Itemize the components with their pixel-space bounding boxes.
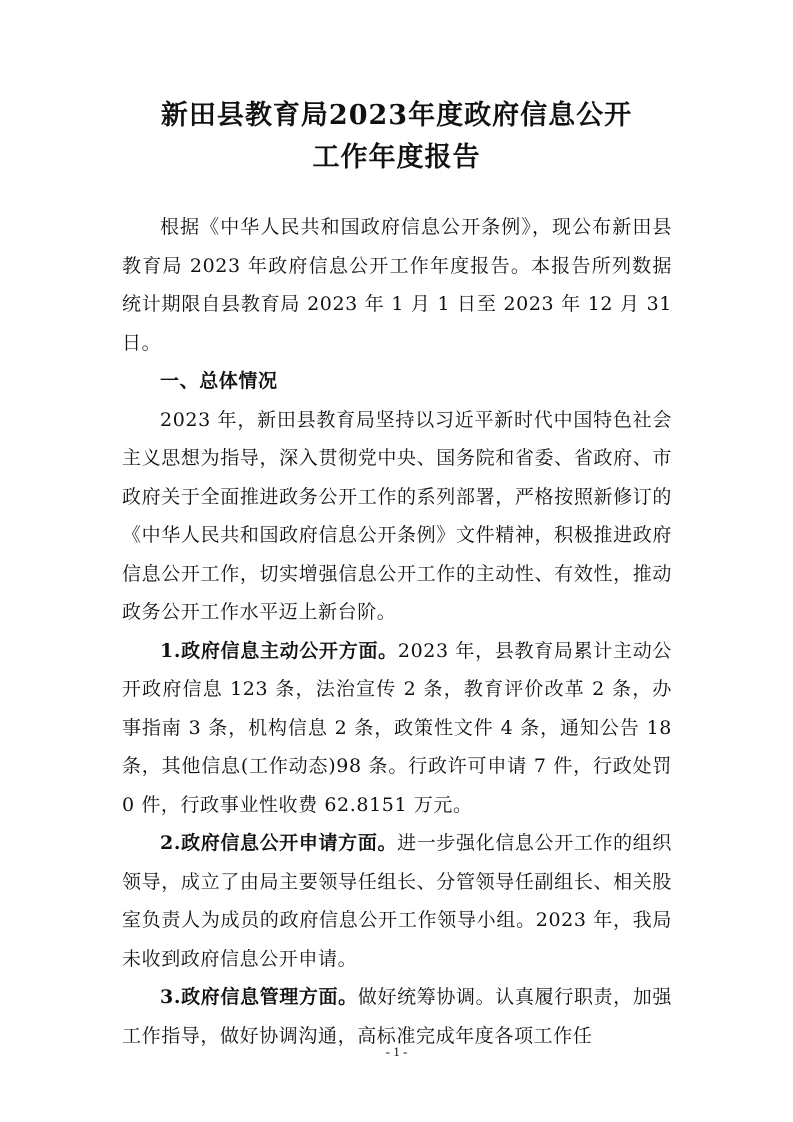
item-disclosure-requests-text: 进一步强化信息公开工作的组织领导，成立了由局主要领导任组长、分管领导任副组长、相关股室负责人为成员的政府信息公开工作领导小组。2023 年，我局未收到政府信息公开申请。 [122, 832, 672, 970]
document-body [122, 208, 672, 1055]
overview-paragraph: 2023 年，新田县教育局坚持以习近平新时代中国特色社会主义思想为指导，深入贯彻党中央、国务院和省委、省政府、市政府关于全面推进政务公开工作的系列部署，严格按照新修订的《中华人民共和国政府信息公开条例》文件精神，积极推进政府信息公开工作，切实增强信息公开工作的主动性、有效性，推动政务公开工作水平迈上新台阶。 [122, 408, 672, 623]
item-active-disclosure-text: 2023 年，县教育局累计主动公开政府信息 123 条，法治宣传 2 条，教育评价改革 2 条，办事指南 3 条，机构信息 2 条，政策性文件 4 条，通知公告 18 条，其他信息(工作动态)98 条。行政许可申请 7 件，行政处罚 0 件，行政事业性收费 62.8151 万元。 [122, 639, 672, 816]
item-active-disclosure-lead: 1.政府信息主动公开方面。 [160, 639, 398, 662]
item-disclosure-requests-lead: 2.政府信息公开申请方面。 [160, 832, 398, 854]
item-information-management-text: 做好统筹协调。认真履行职责，加强工作指导，做好协调沟通，高标准完成年度各项工作任 [122, 986, 673, 1047]
page-number: - 1 - [385, 1044, 408, 1059]
item-information-management-lead: 3.政府信息管理方面。 [160, 986, 358, 1008]
document-title-line-2: 工作年度报告 [312, 142, 481, 173]
intro-paragraph: 根据《中华人民共和国政府信息公开条例》，现公布新田县教育局 2023 年政府信息公开工作年度报告。本报告所列数据统计期限自县教育局 2023 年 1 月 1 日至 2023 年 12 月 31 日。 [122, 216, 672, 354]
item-disclosure-requests [122, 824, 672, 978]
section-heading-overview: 一、总体情况 [160, 370, 278, 392]
item-active-disclosure [122, 632, 672, 825]
document-title-line-1: 新田县教育局2023年度政府信息公开 [160, 100, 633, 131]
